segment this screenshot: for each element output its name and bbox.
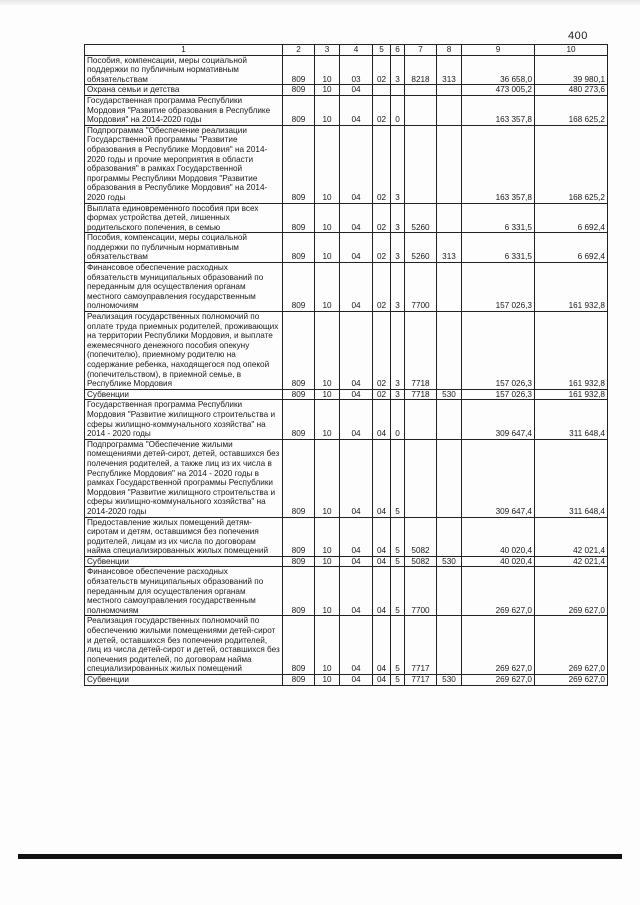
row-value-cell: 530: [437, 389, 462, 400]
row-value-cell: [373, 85, 391, 96]
row-value-cell: 10: [315, 203, 340, 233]
row-value-cell: 809: [283, 263, 315, 312]
row-value-cell: 5: [391, 439, 405, 517]
row-value-cell: 04: [340, 439, 373, 517]
row-value-cell: 04: [340, 85, 373, 96]
column-header-9: 9: [462, 45, 535, 56]
row-value-cell: 269 627,0: [462, 675, 535, 686]
row-value-cell: 7700: [405, 263, 437, 312]
row-value-cell: 10: [315, 517, 340, 556]
row-value-cell: 809: [283, 439, 315, 517]
row-value-cell: 04: [340, 567, 373, 616]
row-value-cell: 809: [283, 517, 315, 556]
row-value-cell: 02: [373, 312, 391, 390]
row-value-cell: 809: [283, 675, 315, 686]
table-row: [85, 95, 608, 125]
row-name-cell: Пособия, компенсации, меры социальной поддержки по публичным нормативным обязательствам: [85, 233, 283, 263]
row-value-cell: [405, 439, 437, 517]
row-value-cell: 04: [373, 567, 391, 616]
column-header-5: 5: [373, 45, 391, 56]
row-value-cell: 809: [283, 312, 315, 390]
row-value-cell: 02: [373, 125, 391, 203]
row-value-cell: 04: [340, 312, 373, 390]
row-value-cell: 04: [373, 616, 391, 675]
row-value-cell: 480 273,6: [535, 85, 608, 96]
row-value-cell: 04: [373, 517, 391, 556]
row-value-cell: 269 627,0: [535, 675, 608, 686]
row-value-cell: 3: [391, 203, 405, 233]
row-value-cell: 6 692,4: [535, 203, 608, 233]
row-name-cell: Финансовое обеспечение расходных обязательств муниципальных образований по переданным для осуществления органам местного самоуправления государственным полномочиям: [85, 263, 283, 312]
row-value-cell: 309 647,4: [462, 439, 535, 517]
row-value-cell: 10: [315, 233, 340, 263]
row-value-cell: 157 026,3: [462, 312, 535, 390]
row-value-cell: [437, 263, 462, 312]
table-row: [85, 55, 608, 85]
row-value-cell: 04: [340, 556, 373, 567]
row-name-cell: Охрана семьи и детства: [85, 85, 283, 96]
table-row: [85, 675, 608, 686]
page-number: 400: [568, 30, 588, 42]
row-value-cell: 04: [340, 125, 373, 203]
row-value-cell: 311 648,4: [535, 439, 608, 517]
row-value-cell: 3: [391, 263, 405, 312]
column-header-4: 4: [340, 45, 373, 56]
row-value-cell: 809: [283, 95, 315, 125]
row-value-cell: 269 627,0: [462, 616, 535, 675]
row-value-cell: 269 627,0: [462, 567, 535, 616]
row-value-cell: 04: [340, 616, 373, 675]
row-value-cell: 04: [340, 95, 373, 125]
row-value-cell: [437, 125, 462, 203]
row-name-cell: Подпрограмма "Обеспечение реализации Государственной программы "Развитие образования в Республике Мордовия" на 2014-2020 годы и прочие мероприятия в области образования" в рамках Государственной программы Республики Мордовия "Развитие образования в Республике Мордовия" на 2014-2020 годы: [85, 125, 283, 203]
row-value-cell: [437, 203, 462, 233]
row-value-cell: 530: [437, 675, 462, 686]
row-value-cell: 10: [315, 675, 340, 686]
row-value-cell: 5082: [405, 556, 437, 567]
row-value-cell: 161 932,8: [535, 389, 608, 400]
row-value-cell: 5: [391, 567, 405, 616]
row-value-cell: 42 021,4: [535, 556, 608, 567]
row-value-cell: 3: [391, 125, 405, 203]
row-value-cell: 36 658,0: [462, 55, 535, 85]
row-value-cell: [437, 312, 462, 390]
row-value-cell: 02: [373, 95, 391, 125]
row-value-cell: 809: [283, 389, 315, 400]
row-value-cell: 04: [373, 400, 391, 439]
table-row: [85, 312, 608, 390]
row-value-cell: 04: [340, 517, 373, 556]
row-value-cell: 04: [340, 400, 373, 439]
column-header-7: 7: [405, 45, 437, 56]
row-value-cell: 530: [437, 556, 462, 567]
row-value-cell: 10: [315, 263, 340, 312]
row-value-cell: 0: [391, 400, 405, 439]
row-name-cell: Реализация государственных полномочий по оплате труда приемных родителей, проживающих на территории Республики Мордовия, и выплате ежемесячного денежного пособия опекуну (попечителю), приемному родителю на содержание ребенка, находящегося под опекой (попечительством), в приемной семье, в Республике Мордовия: [85, 312, 283, 390]
row-value-cell: 10: [315, 389, 340, 400]
table-row: [85, 85, 608, 96]
row-value-cell: 7718: [405, 389, 437, 400]
row-value-cell: 163 357,8: [462, 125, 535, 203]
row-value-cell: 7700: [405, 567, 437, 616]
row-value-cell: 163 357,8: [462, 95, 535, 125]
row-value-cell: 04: [340, 675, 373, 686]
row-value-cell: 809: [283, 125, 315, 203]
row-value-cell: 6 331,5: [462, 203, 535, 233]
row-value-cell: 3: [391, 233, 405, 263]
row-value-cell: 5: [391, 675, 405, 686]
row-value-cell: 5260: [405, 233, 437, 263]
row-name-cell: Государственная программа Республики Мордовия "Развитие жилищного строительства и сферы жилищно-коммунального хозяйства" на 2014 - 2020 годы: [85, 400, 283, 439]
row-value-cell: 809: [283, 233, 315, 263]
column-header-6: 6: [391, 45, 405, 56]
column-header-2: 2: [283, 45, 315, 56]
row-value-cell: [405, 125, 437, 203]
budget-table: [84, 44, 608, 686]
row-value-cell: 42 021,4: [535, 517, 608, 556]
table-row: [85, 556, 608, 567]
row-value-cell: 10: [315, 616, 340, 675]
table-row: [85, 125, 608, 203]
scan-edge-bar: [18, 854, 622, 859]
row-value-cell: 7718: [405, 312, 437, 390]
row-name-cell: Подпрограмма "Обеспечение жилыми помещениями детей-сирот, детей, оставшихся без полечения родителей, а также лиц из их числа в Республике Мордовия" на 2014 - 2020 годы в рамках Государственной программы Республики Мордовия "Развитие жилищного строительства и сферы жилищно-коммунального хозяйства" на 2014-2020 годы: [85, 439, 283, 517]
row-value-cell: [391, 85, 405, 96]
row-value-cell: [437, 517, 462, 556]
column-header-3: 3: [315, 45, 340, 56]
row-value-cell: 40 020,4: [462, 556, 535, 567]
row-value-cell: 168 625,2: [535, 95, 608, 125]
row-value-cell: 04: [340, 389, 373, 400]
row-value-cell: [437, 85, 462, 96]
row-value-cell: 269 627,0: [535, 616, 608, 675]
row-name-cell: Выплата единовременного пособия при всех формах устройства детей, лишенных родительского попечения, в семью: [85, 203, 283, 233]
row-name-cell: Пособия, компенсации, меры социальной поддержки по публичным нормативным обязательствам: [85, 55, 283, 85]
table-row: [85, 233, 608, 263]
table-row: [85, 263, 608, 312]
row-value-cell: [437, 400, 462, 439]
row-value-cell: 473 005,2: [462, 85, 535, 96]
row-value-cell: 157 026,3: [462, 389, 535, 400]
row-value-cell: [437, 616, 462, 675]
row-value-cell: 04: [373, 675, 391, 686]
row-value-cell: 3: [391, 55, 405, 85]
row-value-cell: 40 020,4: [462, 517, 535, 556]
table-row: [85, 203, 608, 233]
row-value-cell: 7717: [405, 616, 437, 675]
table-row: [85, 389, 608, 400]
row-value-cell: 157 026,3: [462, 263, 535, 312]
row-value-cell: 809: [283, 85, 315, 96]
row-name-cell: Субвенции: [85, 556, 283, 567]
row-value-cell: 161 932,8: [535, 312, 608, 390]
row-value-cell: 10: [315, 95, 340, 125]
row-value-cell: 10: [315, 125, 340, 203]
row-value-cell: 5: [391, 517, 405, 556]
row-value-cell: 309 647,4: [462, 400, 535, 439]
row-value-cell: [405, 400, 437, 439]
row-value-cell: 809: [283, 55, 315, 85]
row-value-cell: [437, 95, 462, 125]
row-value-cell: 809: [283, 567, 315, 616]
budget-table-wrapper: [84, 44, 608, 686]
row-value-cell: 5260: [405, 203, 437, 233]
row-name-cell: Субвенции: [85, 389, 283, 400]
row-name-cell: Финансовое обеспечение расходных обязательств муниципальных образований по переданным для осуществления органам местного самоуправления государственным полномочиям: [85, 567, 283, 616]
row-value-cell: [437, 439, 462, 517]
table-body: [85, 55, 608, 685]
row-value-cell: 5: [391, 556, 405, 567]
row-value-cell: [437, 567, 462, 616]
row-value-cell: 168 625,2: [535, 125, 608, 203]
row-value-cell: 02: [373, 263, 391, 312]
row-value-cell: 10: [315, 55, 340, 85]
header-row: [85, 45, 608, 56]
row-name-cell: Субвенции: [85, 675, 283, 686]
row-value-cell: 02: [373, 389, 391, 400]
row-name-cell: Предоставление жилых помещений детям-сиротам и детям, оставшимся без попечения родителей, лицам из их числа по договорам найма специализированных жилых помещений: [85, 517, 283, 556]
row-value-cell: 10: [315, 567, 340, 616]
row-value-cell: 5082: [405, 517, 437, 556]
row-value-cell: 02: [373, 233, 391, 263]
row-value-cell: 5: [391, 616, 405, 675]
table-row: [85, 567, 608, 616]
row-value-cell: 313: [437, 233, 462, 263]
row-value-cell: [405, 85, 437, 96]
row-value-cell: 0: [391, 95, 405, 125]
row-value-cell: 10: [315, 439, 340, 517]
row-value-cell: [405, 95, 437, 125]
row-value-cell: 809: [283, 203, 315, 233]
row-value-cell: 313: [437, 55, 462, 85]
row-value-cell: 3: [391, 389, 405, 400]
row-value-cell: 03: [340, 55, 373, 85]
row-value-cell: 04: [340, 233, 373, 263]
row-value-cell: 04: [373, 439, 391, 517]
row-value-cell: 3: [391, 312, 405, 390]
table-row: [85, 400, 608, 439]
row-value-cell: 809: [283, 400, 315, 439]
row-value-cell: 6 331,5: [462, 233, 535, 263]
column-header-8: 8: [437, 45, 462, 56]
row-value-cell: 7717: [405, 675, 437, 686]
row-value-cell: 8218: [405, 55, 437, 85]
row-value-cell: 161 932,8: [535, 263, 608, 312]
row-value-cell: 6 692,4: [535, 233, 608, 263]
row-value-cell: 10: [315, 312, 340, 390]
row-value-cell: 02: [373, 55, 391, 85]
column-header-10: 10: [535, 45, 608, 56]
row-value-cell: 04: [373, 556, 391, 567]
column-header-1: 1: [85, 45, 283, 56]
row-value-cell: 04: [340, 263, 373, 312]
row-value-cell: 311 648,4: [535, 400, 608, 439]
table-row: [85, 616, 608, 675]
row-value-cell: 809: [283, 556, 315, 567]
row-value-cell: 39 980,1: [535, 55, 608, 85]
row-value-cell: 10: [315, 85, 340, 96]
row-value-cell: 269 627,0: [535, 567, 608, 616]
row-value-cell: 02: [373, 203, 391, 233]
table-row: [85, 439, 608, 517]
row-name-cell: Государственная программа Республики Мордовия "Развитие образования в Республике Мордовия" на 2014-2020 годы: [85, 95, 283, 125]
row-value-cell: 04: [340, 203, 373, 233]
row-value-cell: 809: [283, 616, 315, 675]
table-row: [85, 517, 608, 556]
scan-edge: [0, 0, 640, 6]
row-value-cell: 10: [315, 556, 340, 567]
row-value-cell: 10: [315, 400, 340, 439]
row-name-cell: Реализация государственных полномочий по обеспечению жилыми помещениями детей-сирот и детей, оставшихся без попечения родителей, лиц из числа детей-сирот и детей, оставшихся без попечения родителей, по договорам найма специализированных жилых помещений: [85, 616, 283, 675]
